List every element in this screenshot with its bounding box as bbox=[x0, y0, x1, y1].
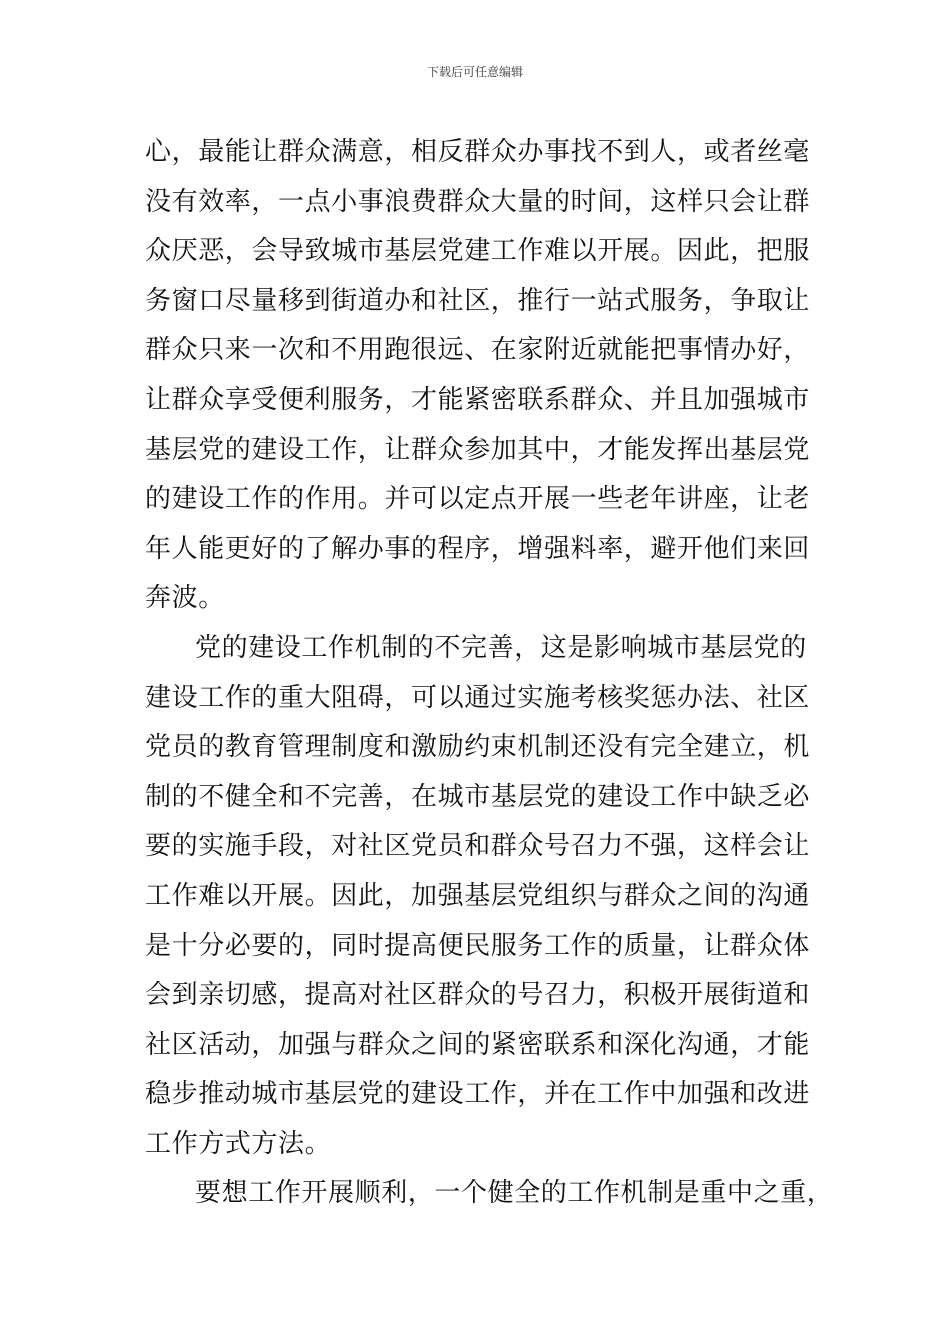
text-line: 的建设工作的作用。并可以定点开展一些老年讲座，让老 bbox=[145, 484, 811, 515]
text-line: 务窗口尽量移到街道办和社区，推行一站式服务，争取让 bbox=[145, 285, 811, 316]
document-body bbox=[145, 128, 834, 1219]
text-line: 奔波。 bbox=[145, 583, 225, 614]
text-line: 建设工作的重大阻碍，可以通过实施考核奖惩办法、社区 bbox=[145, 682, 811, 713]
text-line: 群众只来一次和不用跑很远、在家附近就能把事情办好， bbox=[145, 335, 811, 366]
text-line: 党员的教育管理制度和激励约束机制还没有完全建立，机 bbox=[145, 732, 811, 763]
text-line: 基层党的建设工作，让群众参加其中，才能发挥出基层党 bbox=[145, 434, 811, 465]
text-line: 心，最能让群众满意，相反群众办事找不到人，或者丝毫 bbox=[145, 137, 811, 167]
page-header: 下载后可任意编辑 bbox=[426, 65, 523, 79]
paragraph-2 bbox=[145, 624, 810, 1170]
text-line: 要想工作开展顺利，一个健全的工作机制是重中之重， bbox=[195, 1178, 834, 1209]
text-line: 党的建设工作机制的不完善，这是影响城市基层党的 bbox=[195, 632, 807, 663]
text-line: 没有效率，一点小事浪费群众大量的时间，这样只会让群 bbox=[145, 186, 811, 217]
text-line: 让群众享受便利服务，才能紧密联系群众、并且加强城市 bbox=[145, 384, 811, 415]
text-line: 要的实施手段，对社区党员和群众号召力不强，这样会让 bbox=[145, 831, 811, 862]
text-line: 众厌恶，会导致城市基层党建工作难以开展。因此，把服 bbox=[145, 236, 811, 267]
text-line: 制的不健全和不完善，在城市基层党的建设工作中缺乏必 bbox=[145, 781, 811, 812]
text-line: 会到亲切感，提高对社区群众的号召力，积极开展街道和 bbox=[145, 980, 811, 1011]
paragraph-1 bbox=[145, 128, 810, 624]
text-line: 是十分必要的，同时提高便民服务工作的质量，让群众体 bbox=[145, 930, 811, 961]
text-line: 工作难以开展。因此，加强基层党组织与群众之间的沟通 bbox=[145, 880, 811, 911]
text-line: 社区活动，加强与群众之间的紧密联系和深化沟通，才能 bbox=[145, 1029, 811, 1060]
text-line: 年人能更好的了解办事的程序，增强料率，避开他们来回 bbox=[145, 533, 811, 564]
text-line: 稳步推动城市基层党的建设工作，并在工作中加强和改进 bbox=[145, 1079, 811, 1110]
paragraph-3 bbox=[145, 1169, 834, 1219]
text-line: 工作方式方法。 bbox=[145, 1128, 332, 1159]
